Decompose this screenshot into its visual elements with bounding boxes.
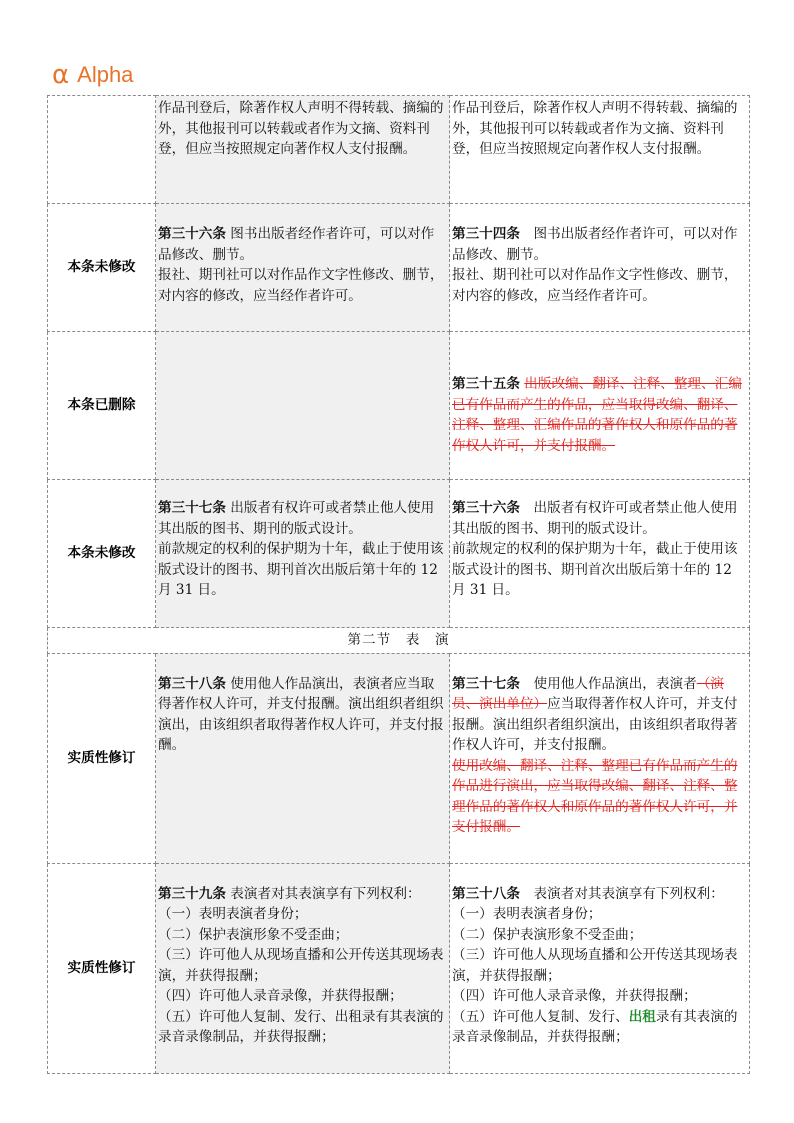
change-status-label: 本条已删除	[48, 332, 156, 480]
old-law-cell	[156, 653, 450, 863]
change-status-label: 实质性修订	[48, 653, 156, 863]
alpha-logo-icon: α	[52, 60, 70, 90]
list-item: （一）表明表演者身份；	[452, 906, 602, 922]
clause-text: 表演者对其表演享有下列权利：	[225, 885, 421, 902]
article-number: 第三十七条	[452, 675, 520, 692]
table-row	[48, 863, 750, 1073]
clause-first-line	[158, 674, 447, 756]
clause-first-line	[158, 884, 447, 905]
list-item	[452, 1007, 747, 1048]
clause-text: 应当取得著作权人许可，并支付报酬。演出组织者组织演出，由该组织者取得著作权人许可，并支付报酬。	[452, 696, 738, 753]
list-item: （四）许可他人录音录像，并获得报酬；	[452, 988, 697, 1004]
deleted-text: （演员、演出单位）	[452, 675, 724, 712]
table-row	[48, 653, 750, 863]
clause-first-line	[452, 374, 747, 456]
table-row	[48, 480, 750, 628]
clause-text: 图书出版者经作者许可，可以对作品修改、删节。	[158, 226, 435, 263]
clause-paragraph: 前款规定的权利的保护期为十年，截止于使用该版式设计的图书、期刊首次出版后第十年的 12 月 31 日。	[452, 541, 738, 598]
article-number: 第三十九条	[158, 885, 226, 902]
brand-name: Alpha	[77, 62, 134, 87]
article-number: 第三十五条	[452, 376, 520, 392]
change-status-label	[48, 96, 156, 204]
clause-text: （五）许可他人复制、发行、	[452, 1008, 629, 1025]
clause-text: 表演者对其表演享有下列权利：	[519, 885, 724, 902]
article-number: 第三十八条	[158, 675, 226, 692]
clause-first-line	[158, 224, 447, 265]
table-row	[48, 96, 750, 204]
old-law-cell	[156, 96, 450, 204]
table-row	[48, 204, 750, 332]
new-law-cell	[450, 480, 750, 628]
section-row	[48, 628, 750, 654]
clause-first-line	[452, 674, 747, 756]
new-law-cell	[450, 863, 750, 1073]
list-item: （二）保护表演形象不受歪曲；	[158, 926, 349, 943]
new-law-cell	[450, 653, 750, 863]
clause-text: 出版者有权许可或者禁止他人使用其出版的图书、期刊的版式设计。	[452, 500, 738, 537]
clause-text: 录有其表演的录音录像制品，并获得报酬；	[452, 1008, 738, 1045]
clause-first-line	[452, 224, 747, 265]
clause-paragraph: 前款规定的权利的保护期为十年，截止于使用该版式设计的图书、期刊首次出版后第十年的 12 月 31 日。	[158, 541, 444, 598]
clause-first-line	[158, 498, 447, 539]
list-item: （二）保护表演形象不受歪曲；	[452, 926, 643, 943]
clause-text: 出版者有权许可或者禁止他人使用其出版的图书、期刊的版式设计。	[158, 500, 435, 537]
new-law-cell	[450, 332, 750, 480]
comparison-table	[47, 95, 750, 1074]
list-item: （一）表明表演者身份；	[158, 906, 308, 922]
clause-first-line	[452, 498, 747, 539]
article-number: 第三十八条	[452, 885, 520, 902]
clause-paragraph: 报社、期刊社可以对作品作文字性修改、删节，对内容的修改，应当经作者许可。	[158, 267, 444, 304]
clause-paragraph: 报社、期刊社可以对作品作文字性修改、删节，对内容的修改，应当经作者许可。	[452, 267, 738, 304]
deleted-text: 使用改编、翻译、注释、整理已有作品而产生的作品进行演出，应当取得改编、翻译、注释、整理作品的著作权人和原作品的著作权人许可，并支付报酬。	[452, 757, 738, 835]
inserted-text: 出租	[628, 1008, 656, 1025]
clause-text: 使用他人作品演出，表演者应当取得著作权人许可，并支付报酬。演出组织者组织演出，由该组织者取得著作权人许可，并支付报酬。	[158, 675, 444, 753]
article-number: 第三十四条	[452, 226, 520, 242]
old-law-cell	[156, 332, 450, 480]
old-law-cell	[156, 480, 450, 628]
clause-paragraph: 作品刊登后，除著作权人声明不得转载、摘编的外，其他报刊可以转载或者作为文摘、资料刊登，但应当按照规定向著作权人支付报酬。	[452, 100, 738, 157]
clause-text: 图书出版者经作者许可，可以对作品修改、删节。	[452, 226, 738, 263]
list-item: （三）许可他人从现场直播和公开传送其现场表演，并获得报酬；	[452, 947, 738, 984]
article-number: 第三十六条	[158, 226, 226, 242]
list-item: （四）许可他人录音录像，并获得报酬；	[158, 988, 403, 1004]
new-law-cell	[450, 96, 750, 204]
clause-first-line	[452, 884, 747, 905]
clause-paragraph: 作品刊登后，除著作权人声明不得转载、摘编的外，其他报刊可以转载或者作为文摘、资料刊登，但应当按照规定向著作权人支付报酬。	[158, 100, 444, 157]
list-item: （三）许可他人从现场直播和公开传送其现场表演，并获得报酬；	[158, 947, 444, 984]
section-title: 第二节 表 演	[48, 628, 750, 654]
brand-logo	[52, 60, 133, 90]
new-law-cell	[450, 204, 750, 332]
clause-text: 使用他人作品演出，表演者	[519, 675, 697, 692]
deleted-text: 出版改编、翻译、注释、整理、汇编已有作品而产生的作品，应当取得改编、翻译、注释、整理、汇编作品的著作权人和原作品的著作权人许可，并支付报酬。	[452, 376, 742, 454]
table-row	[48, 332, 750, 480]
old-law-cell	[156, 863, 450, 1073]
old-law-cell	[156, 204, 450, 332]
article-number: 第三十七条	[158, 500, 226, 516]
change-status-label: 实质性修订	[48, 863, 156, 1073]
list-item: （五）许可他人复制、发行、出租录有其表演的录音录像制品，并获得报酬；	[158, 1008, 444, 1045]
change-status-label: 本条未修改	[48, 480, 156, 628]
article-number: 第三十六条	[452, 500, 520, 516]
change-status-label: 本条未修改	[48, 204, 156, 332]
